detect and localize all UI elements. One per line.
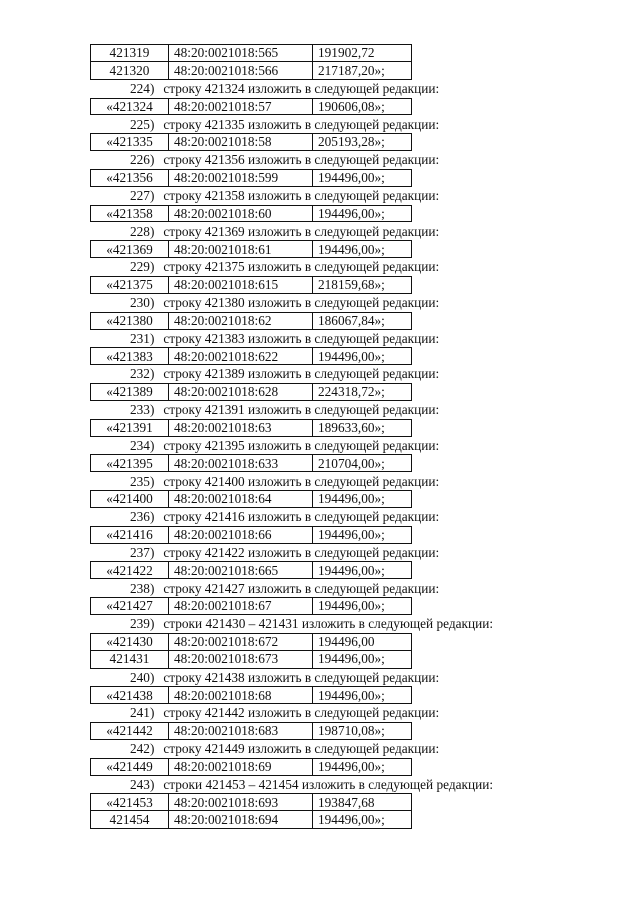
instruction-number: 238) (130, 580, 155, 596)
table-row (90, 811, 560, 829)
instruction-text: строку 421442 изложить в следующей редакции: (163, 705, 440, 721)
table-row (90, 722, 560, 740)
instruction-text: строку 421438 изложить в следующей редакции: (163, 669, 440, 685)
cadastral-number-cell: 48:20:0021018:58 (168, 133, 312, 151)
value-cell: 189633,60»; (312, 419, 412, 437)
value-cell: 194496,00»; (312, 561, 412, 579)
amendment-instruction (90, 508, 560, 526)
row-code-cell: «421356 (90, 169, 168, 187)
table-row (90, 133, 560, 151)
instruction-text: строку 421449 изложить в следующей редакции: (163, 741, 440, 757)
amendment-instruction (90, 704, 560, 722)
table-row (90, 561, 560, 579)
cadastral-number-cell: 48:20:0021018:57 (168, 98, 312, 116)
cadastral-number-cell: 48:20:0021018:64 (168, 490, 312, 508)
table-row (90, 62, 560, 80)
instruction-text: строку 421416 изложить в следующей редакции: (163, 509, 440, 525)
instruction-number: 234) (130, 437, 155, 453)
instruction-number: 224) (130, 80, 155, 96)
value-cell: 205193,28»; (312, 133, 412, 151)
amendment-instruction (90, 776, 560, 794)
instruction-text: строку 421335 изложить в следующей редакции: (163, 116, 440, 132)
amendment-instruction (90, 115, 560, 133)
instruction-number: 242) (130, 741, 155, 757)
instruction-number: 240) (130, 669, 155, 685)
instruction-number: 231) (130, 330, 155, 346)
amendment-instruction (90, 401, 560, 419)
amendment-instruction (90, 544, 560, 562)
row-code-cell: «421383 (90, 347, 168, 365)
table-row (90, 383, 560, 401)
value-cell: 194496,00»; (312, 686, 412, 704)
cadastral-number-cell: 48:20:0021018:566 (168, 62, 312, 80)
instruction-text: строку 421324 изложить в следующей редакции: (163, 80, 440, 96)
cadastral-number-cell: 48:20:0021018:67 (168, 597, 312, 615)
row-code-cell: «421391 (90, 419, 168, 437)
document-page (90, 44, 560, 829)
cadastral-number-cell: 48:20:0021018:665 (168, 561, 312, 579)
row-code-cell: «421430 (90, 633, 168, 651)
instruction-text: строку 421375 изложить в следующей редакции: (163, 259, 440, 275)
cadastral-number-cell: 48:20:0021018:565 (168, 44, 312, 62)
instruction-text: строку 421369 изложить в следующей редакции: (163, 223, 440, 239)
table-row (90, 651, 560, 669)
instruction-number: 232) (130, 366, 155, 382)
cadastral-number-cell: 48:20:0021018:63 (168, 419, 312, 437)
cadastral-number-cell: 48:20:0021018:694 (168, 811, 312, 829)
value-cell: 198710,08»; (312, 722, 412, 740)
value-cell: 194496,00»; (312, 651, 412, 669)
table-row (90, 454, 560, 472)
table-row (90, 276, 560, 294)
instruction-number: 229) (130, 259, 155, 275)
row-code-cell: «421395 (90, 454, 168, 472)
cadastral-number-cell: 48:20:0021018:61 (168, 240, 312, 258)
table-row (90, 312, 560, 330)
row-code-cell: «421335 (90, 133, 168, 151)
cadastral-number-cell: 48:20:0021018:628 (168, 383, 312, 401)
value-cell: 218159,68»; (312, 276, 412, 294)
row-code-cell: «421375 (90, 276, 168, 294)
value-cell: 194496,00»; (312, 526, 412, 544)
instruction-text: строки 421430 – 421431 изложить в следующей редакции: (163, 616, 494, 632)
instruction-text: строку 421395 изложить в следующей редакции: (163, 437, 440, 453)
value-cell: 194496,00»; (312, 758, 412, 776)
amendment-instruction (90, 151, 560, 169)
amendment-instruction (90, 80, 560, 98)
instruction-number: 228) (130, 223, 155, 239)
instruction-text: строку 421422 изложить в следующей редакции: (163, 544, 440, 560)
instruction-number: 243) (130, 776, 155, 792)
instruction-text: строку 421400 изложить в следующей редакции: (163, 473, 440, 489)
instruction-number: 230) (130, 295, 155, 311)
instruction-number: 237) (130, 544, 155, 560)
table-row (90, 169, 560, 187)
amendment-instruction (90, 615, 560, 633)
instruction-number: 226) (130, 152, 155, 168)
cadastral-number-cell: 48:20:0021018:672 (168, 633, 312, 651)
row-code-cell: «421449 (90, 758, 168, 776)
instruction-text: строку 421391 изложить в следующей редакции: (163, 402, 440, 418)
table-row (90, 793, 560, 811)
value-cell: 224318,72»; (312, 383, 412, 401)
instruction-text: строки 421453 – 421454 изложить в следующей редакции: (163, 776, 494, 792)
row-code-cell: «421358 (90, 205, 168, 223)
value-cell: 210704,00»; (312, 454, 412, 472)
row-code-cell: 421431 (90, 651, 168, 669)
instruction-number: 233) (130, 402, 155, 418)
value-cell: 194496,00 (312, 633, 412, 651)
amendment-instruction (90, 365, 560, 383)
amendment-instruction (90, 472, 560, 490)
table-row (90, 526, 560, 544)
table-row (90, 597, 560, 615)
cadastral-number-cell: 48:20:0021018:62 (168, 312, 312, 330)
amendment-instruction (90, 187, 560, 205)
table-row (90, 44, 560, 62)
cadastral-number-cell: 48:20:0021018:693 (168, 793, 312, 811)
value-cell: 194496,00»; (312, 240, 412, 258)
cadastral-number-cell: 48:20:0021018:599 (168, 169, 312, 187)
instruction-number: 227) (130, 188, 155, 204)
value-cell: 191902,72 (312, 44, 412, 62)
instruction-text: строку 421383 изложить в следующей редакции: (163, 330, 440, 346)
row-code-cell: «421400 (90, 490, 168, 508)
cadastral-number-cell: 48:20:0021018:622 (168, 347, 312, 365)
table-row (90, 490, 560, 508)
table-row (90, 633, 560, 651)
row-code-cell: «421416 (90, 526, 168, 544)
row-code-cell: «421427 (90, 597, 168, 615)
cadastral-number-cell: 48:20:0021018:60 (168, 205, 312, 223)
cadastral-number-cell: 48:20:0021018:68 (168, 686, 312, 704)
instruction-number: 236) (130, 509, 155, 525)
row-code-cell: «421438 (90, 686, 168, 704)
value-cell: 217187,20»; (312, 62, 412, 80)
instruction-number: 241) (130, 705, 155, 721)
table-row (90, 758, 560, 776)
row-code-cell: «421442 (90, 722, 168, 740)
cadastral-number-cell: 48:20:0021018:633 (168, 454, 312, 472)
table-row (90, 419, 560, 437)
instruction-text: строку 421427 изложить в следующей редакции: (163, 580, 440, 596)
value-cell: 194496,00»; (312, 169, 412, 187)
instruction-number: 239) (130, 616, 155, 632)
cadastral-number-cell: 48:20:0021018:66 (168, 526, 312, 544)
table-row (90, 686, 560, 704)
amendment-instruction (90, 579, 560, 597)
row-code-cell: 421454 (90, 811, 168, 829)
instruction-text: строку 421356 изложить в следующей редакции: (163, 152, 440, 168)
amendment-instruction (90, 740, 560, 758)
amendment-instruction (90, 669, 560, 687)
instruction-text: строку 421380 изложить в следующей редакции: (163, 295, 440, 311)
instruction-text: строку 421358 изложить в следующей редакции: (163, 188, 440, 204)
value-cell: 194496,00»; (312, 347, 412, 365)
amendment-instruction (90, 222, 560, 240)
table-row (90, 347, 560, 365)
row-code-cell: «421453 (90, 793, 168, 811)
row-code-cell: «421389 (90, 383, 168, 401)
row-code-cell: «421324 (90, 98, 168, 116)
cadastral-number-cell: 48:20:0021018:683 (168, 722, 312, 740)
table-row (90, 98, 560, 116)
row-code-cell: «421369 (90, 240, 168, 258)
value-cell: 194496,00»; (312, 597, 412, 615)
instruction-number: 235) (130, 473, 155, 489)
table-row (90, 240, 560, 258)
instruction-number: 225) (130, 116, 155, 132)
row-code-cell: 421320 (90, 62, 168, 80)
cadastral-number-cell: 48:20:0021018:69 (168, 758, 312, 776)
cadastral-number-cell: 48:20:0021018:673 (168, 651, 312, 669)
instruction-text: строку 421389 изложить в следующей редакции: (163, 366, 440, 382)
amendment-instruction (90, 330, 560, 348)
value-cell: 186067,84»; (312, 312, 412, 330)
amendment-instruction (90, 437, 560, 455)
table-row (90, 205, 560, 223)
value-cell: 190606,08»; (312, 98, 412, 116)
row-code-cell: 421319 (90, 44, 168, 62)
value-cell: 194496,00»; (312, 205, 412, 223)
value-cell: 193847,68 (312, 793, 412, 811)
value-cell: 194496,00»; (312, 811, 412, 829)
cadastral-number-cell: 48:20:0021018:615 (168, 276, 312, 294)
amendment-instruction (90, 258, 560, 276)
amendment-instruction (90, 294, 560, 312)
row-code-cell: «421422 (90, 561, 168, 579)
row-code-cell: «421380 (90, 312, 168, 330)
value-cell: 194496,00»; (312, 490, 412, 508)
